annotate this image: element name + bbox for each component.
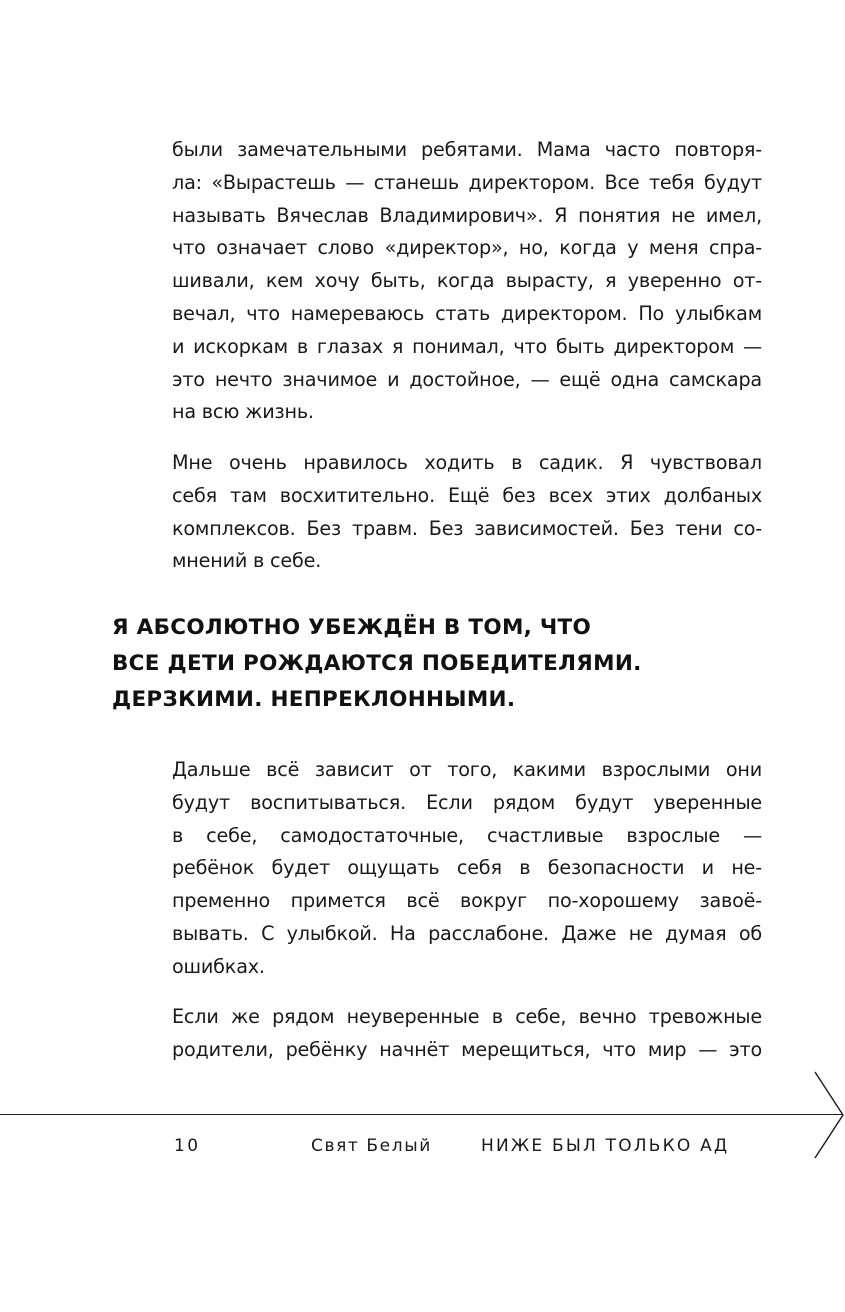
text-line: родители, ребёнку начнёт мерещиться, что мир — это [172,1037,762,1061]
text-line: и искоркам в глазах я понимал, что быть директором — [172,334,762,358]
text-line: вывать. С улыбкой. На расслабоне. Даже не думая об [172,921,762,945]
text-line: ошибках. [172,954,265,978]
text-line: комплексов. Без травм. Без зависимостей. Без тени со- [172,516,762,540]
footer-divider [0,1114,842,1115]
text-line: ребёнок будет ощущать себя в безопасности и не- [172,856,762,880]
book-title: НИЖЕ БЫЛ ТОЛЬКО АД [481,1136,730,1156]
text-line: что означает слово «директор», но, когда у меня спра- [172,236,762,260]
paragraph-3 [172,754,762,984]
text-line: Мне очень нравилось ходить в садик. Я чувствовал [172,451,762,474]
paragraph-1 [172,134,762,429]
text-line: Дальше всё зависит от того, какими взрослыми они [172,758,762,781]
pull-quote [112,610,762,718]
text-line: были замечательными ребятами. Мама часто повторя- [172,138,762,161]
text-line: шивали, кем хочу быть, когда вырасту, я уверенно от- [172,269,762,293]
text-line: вечал, что намереваюсь стать директором. По улыбкам [172,301,762,325]
text-line: Если же рядом неуверенные в себе, вечно тревожные [172,1005,762,1028]
paragraph-2 [172,447,762,578]
paragraph-4 [172,1001,762,1067]
page-number: 10 [174,1136,201,1156]
text-line: пременно примется всё вокруг по-хорошему завоё- [172,889,762,913]
text-line: это нечто значимое и достойное, — ещё одна самскара [172,367,762,391]
text-line: называть Вячеслав Владимирович». Я понятия не имел, [172,203,762,227]
chevron-right-icon[interactable] [812,1070,845,1160]
text-line: себя там восхитительно. Ещё без всех этих долбаных [172,483,762,507]
pull-quote-line: ВСЕ ДЕТИ РОЖДАЮТСЯ ПОБЕДИТЕЛЯМИ. [112,651,642,676]
text-line: на всю жизнь. [172,400,314,424]
text-line: в себе, самодостаточные, счастливые взрослые — [172,823,762,847]
author-name: Свят Белый [311,1136,432,1156]
text-line: будут воспитываться. Если рядом будут уверенные [172,790,762,814]
text-line: мнений в себе. [172,549,322,573]
text-line: ла: «Вырастешь — станешь директором. Все тебя будут [172,170,762,194]
pull-quote-line: Я АБСОЛЮТНО УБЕЖДЁН В ТОМ, ЧТО [112,615,592,640]
pull-quote-line: ДЕРЗКИМИ. НЕПРЕКЛОННЫМИ. [112,687,516,712]
